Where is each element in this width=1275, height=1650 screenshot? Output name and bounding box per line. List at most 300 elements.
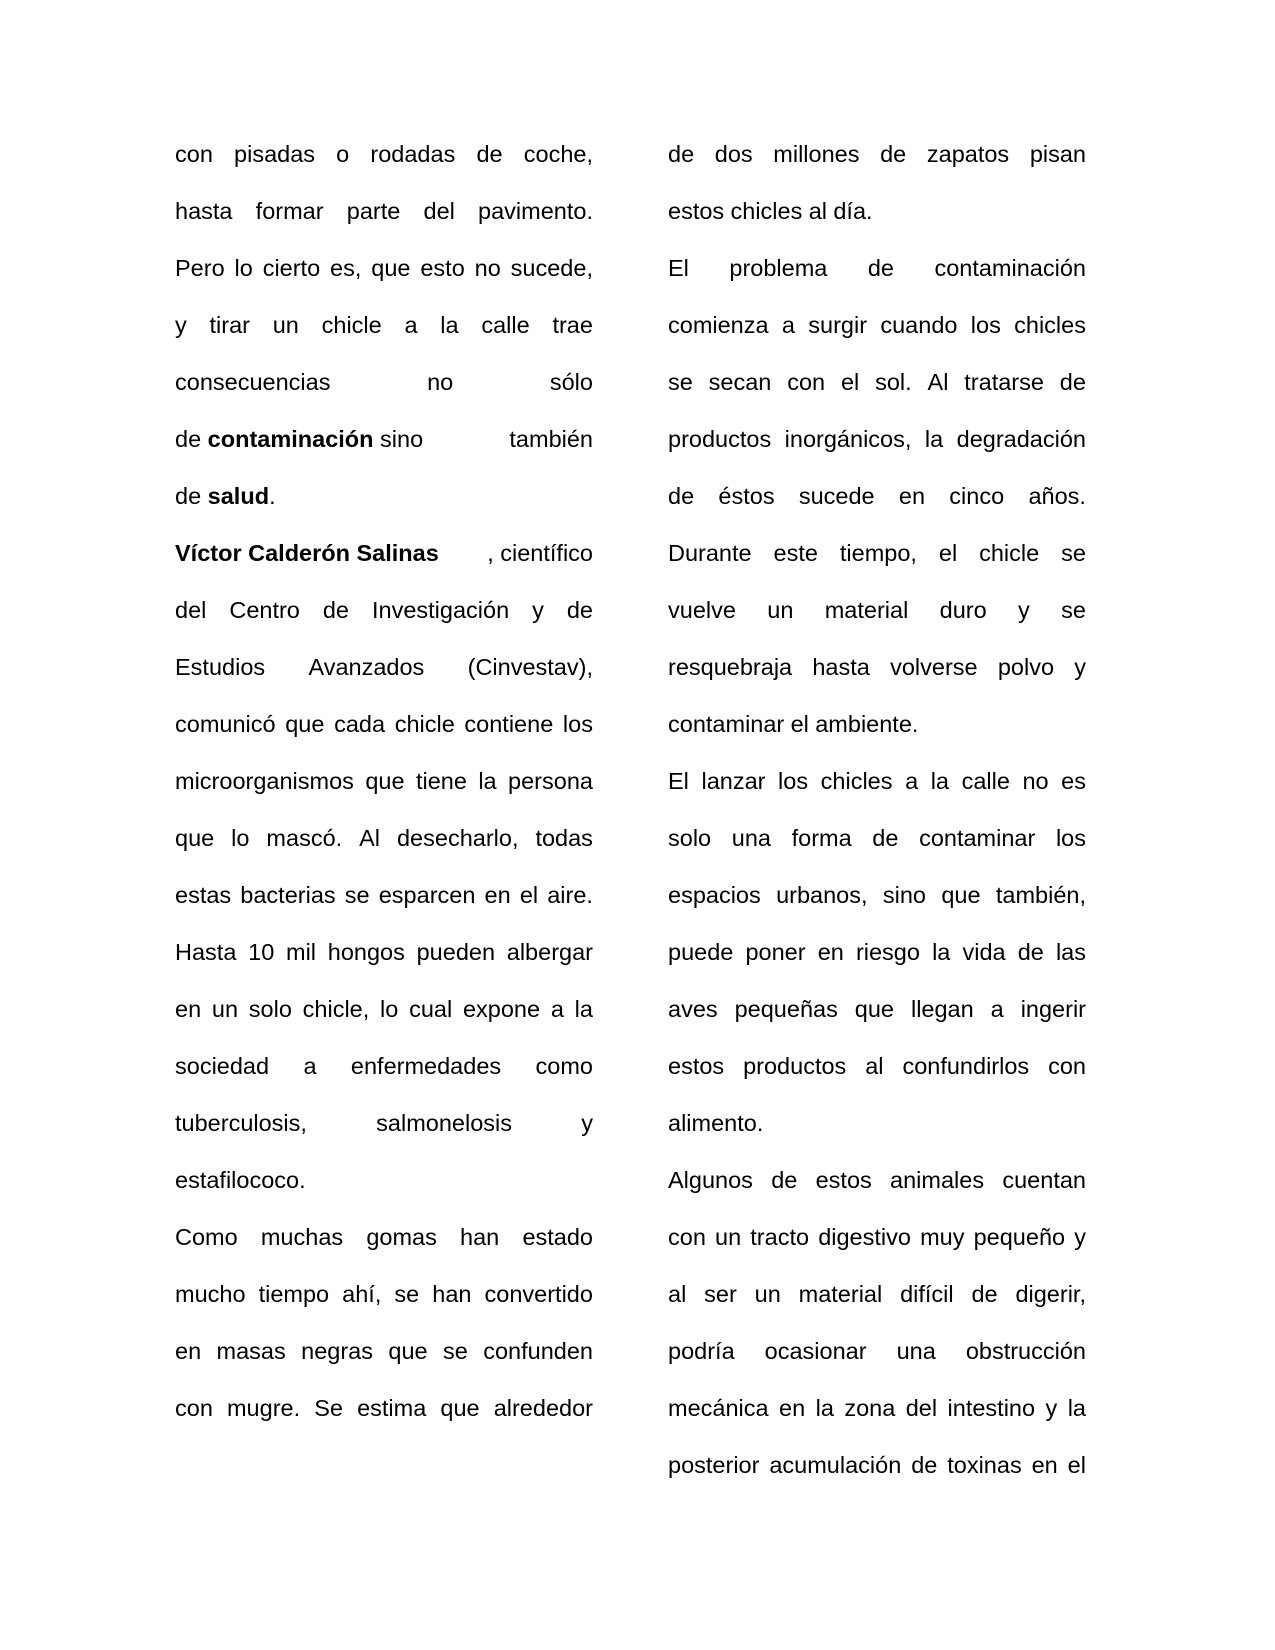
word: de [911, 1452, 938, 1478]
word: de [867, 255, 894, 281]
word: que [365, 768, 405, 794]
word: confunden [483, 1338, 593, 1364]
word: a [303, 1053, 317, 1079]
text-line [668, 1046, 1086, 1103]
word: salmonelosis [376, 1110, 513, 1136]
bold-term: salud [207, 483, 270, 509]
text-line [668, 362, 1086, 419]
text-line [175, 1331, 593, 1388]
word: (Cinvestav), [467, 654, 593, 680]
text-line [668, 476, 1086, 533]
word: cierto [262, 255, 321, 281]
word: de [668, 141, 695, 167]
word: pisan [1029, 141, 1086, 167]
word: cinco [949, 483, 1005, 509]
text-line [668, 533, 1086, 590]
word: sucede, [510, 255, 593, 281]
word: y [1018, 597, 1030, 623]
word: con [175, 141, 213, 167]
word: que [388, 1338, 428, 1364]
line-suffix: sino [373, 426, 424, 452]
word: tiene [415, 768, 467, 794]
word: surgir [808, 312, 868, 338]
word: microorganismos [175, 768, 354, 794]
text-line [175, 1274, 593, 1331]
word: volverse [890, 654, 978, 680]
word: ingerir [1020, 996, 1086, 1022]
word: también, [995, 882, 1086, 908]
word: solo [668, 825, 712, 851]
word: esparcen [378, 882, 476, 908]
word: o [336, 141, 350, 167]
word: Pero [175, 255, 225, 281]
word: vida [962, 939, 1006, 965]
text-line [668, 1331, 1086, 1388]
text-line [175, 476, 593, 533]
word: riesgo [855, 939, 920, 965]
word: se [1061, 540, 1086, 566]
word: este [773, 540, 818, 566]
text-line [668, 989, 1086, 1046]
word: como [535, 1053, 593, 1079]
word: no [474, 255, 501, 281]
word: calle [481, 312, 530, 338]
word: cuentan [1002, 1167, 1086, 1193]
word: que [285, 711, 325, 737]
text-line [668, 1388, 1086, 1445]
word: del [423, 198, 455, 224]
word: rodadas [370, 141, 456, 167]
word: no [427, 369, 454, 395]
text-line [668, 1103, 1086, 1160]
word: podría [668, 1338, 735, 1364]
word: gomas [366, 1224, 437, 1250]
word: la [478, 768, 497, 794]
word: un [754, 1281, 781, 1307]
word: de [1017, 939, 1044, 965]
word: masas [216, 1338, 286, 1364]
word: que [854, 996, 895, 1022]
word: chicles [1014, 312, 1086, 338]
text-line [175, 1388, 593, 1445]
word: estafilococo. [175, 1167, 306, 1193]
word: se [1061, 597, 1086, 623]
word: zapatos [926, 141, 1010, 167]
text-line [175, 533, 593, 590]
word: contiene [464, 711, 554, 737]
text-line [668, 1160, 1086, 1217]
word: ahí, [342, 1281, 382, 1307]
text-line [175, 1217, 593, 1274]
word: un [272, 312, 299, 338]
left-text-column [175, 134, 593, 1445]
word: llegan [910, 996, 974, 1022]
word: digestivo [818, 1224, 911, 1250]
word: a [550, 996, 564, 1022]
word: Hasta [175, 939, 237, 965]
word: el [840, 369, 860, 395]
word: zona [844, 1395, 896, 1421]
word: los [1055, 825, 1086, 851]
word: sino [882, 882, 926, 908]
word: Algunos [668, 1167, 753, 1193]
word: enfermedades [350, 1053, 502, 1079]
word: el [1067, 1452, 1086, 1478]
text-line [668, 248, 1086, 305]
word: en [817, 939, 844, 965]
word: hasta [175, 198, 233, 224]
word: sólo [549, 369, 593, 395]
text-line [668, 305, 1086, 362]
word: esto [420, 255, 465, 281]
line-end-word: también [509, 426, 593, 452]
word: tirar [209, 312, 250, 338]
text-line [175, 932, 593, 989]
word: y [1045, 1395, 1058, 1421]
word: tracto [750, 1224, 810, 1250]
word: se [394, 1281, 420, 1307]
word: resquebraja [668, 654, 793, 680]
text-line [668, 134, 1086, 191]
word: que [440, 1395, 480, 1421]
bold-term: contaminación [207, 426, 374, 452]
text-line [175, 818, 593, 875]
word: millones [773, 141, 860, 167]
text-line [668, 647, 1086, 704]
word: cuando [880, 312, 958, 338]
word: y [581, 1110, 593, 1136]
word: todas [535, 825, 593, 851]
word: de [872, 825, 899, 851]
word: pavimento. [478, 198, 593, 224]
word: los [778, 768, 809, 794]
word: problema [729, 255, 828, 281]
word: material [824, 597, 909, 623]
word: es, [330, 255, 362, 281]
text-line [175, 590, 593, 647]
word: a [990, 996, 1004, 1022]
word: pueden [416, 939, 496, 965]
word: tuberculosis, [175, 1110, 307, 1136]
word: es [1061, 768, 1086, 794]
word: se [443, 1338, 468, 1364]
word: con [175, 1395, 213, 1421]
word: formar [255, 198, 324, 224]
word: albergar [506, 939, 593, 965]
word: pequeño [973, 1224, 1066, 1250]
text-line [175, 248, 593, 305]
word: del [905, 1395, 938, 1421]
word: calle [961, 768, 1010, 794]
word: coche, [523, 141, 593, 167]
word: día. [833, 198, 873, 224]
word: confundirlos [902, 1053, 1030, 1079]
word: tiempo, [839, 540, 917, 566]
line-lead [175, 476, 593, 533]
word: material [798, 1281, 883, 1307]
word: y [1074, 654, 1086, 680]
word: cada [334, 711, 386, 737]
word: una [731, 825, 771, 851]
word: Al [359, 825, 381, 851]
word: la [440, 312, 459, 338]
word: Durante [668, 540, 752, 566]
word: persona [508, 768, 593, 794]
word: negras [301, 1338, 373, 1364]
word: intestino [947, 1395, 1036, 1421]
line-lead [175, 533, 439, 590]
word: obstrucción [965, 1338, 1086, 1364]
word: de [1059, 369, 1086, 395]
word: y [175, 312, 187, 338]
word: aves [668, 996, 718, 1022]
text-line [668, 590, 1086, 647]
word: al [808, 198, 827, 224]
word: digerir, [1015, 1281, 1086, 1307]
text-line [175, 761, 593, 818]
word: El [668, 255, 689, 281]
word: con [1048, 1053, 1086, 1079]
text-line [668, 1274, 1086, 1331]
word: convertido [484, 1281, 593, 1307]
text-line [668, 191, 1086, 248]
word: estima [357, 1395, 427, 1421]
word: Investigación [371, 597, 510, 623]
word: Avanzados [308, 654, 425, 680]
word: difícil [900, 1281, 954, 1307]
word: posterior [668, 1452, 760, 1478]
text-line [668, 875, 1086, 932]
word: estos [815, 1167, 872, 1193]
word: en [898, 483, 926, 509]
word: Al [927, 369, 949, 395]
word: aire. [547, 882, 593, 908]
text-line [175, 362, 593, 419]
word: puede [668, 939, 734, 965]
word: la [815, 1395, 834, 1421]
text-line [175, 419, 593, 476]
right-text-column [668, 134, 1086, 1502]
word: forma [791, 825, 852, 851]
word: secan [708, 369, 772, 395]
word: un [715, 1224, 742, 1250]
word: han [432, 1281, 472, 1307]
word: contaminar [668, 711, 785, 737]
text-line [175, 1046, 593, 1103]
text-line [175, 647, 593, 704]
word: a [404, 312, 418, 338]
word: la [932, 939, 951, 965]
word: tiempo [258, 1281, 330, 1307]
word: mil [286, 939, 317, 965]
word: El [668, 768, 689, 794]
word: parte [346, 198, 401, 224]
word: hasta [812, 654, 870, 680]
word: Como [175, 1224, 238, 1250]
word: al [668, 1281, 687, 1307]
text-line [668, 818, 1086, 875]
text-line [175, 134, 593, 191]
word: toxinas [947, 1452, 1022, 1478]
word: del [175, 597, 207, 623]
word: acumulación [769, 1452, 902, 1478]
word: a [781, 312, 795, 338]
word: bacterias [240, 882, 336, 908]
word: éstos [718, 483, 775, 509]
word: de [476, 141, 503, 167]
word: el [790, 711, 809, 737]
word: chicle, [302, 996, 370, 1022]
word: sociedad [175, 1053, 270, 1079]
word: alimento. [668, 1110, 764, 1136]
word: mecánica [668, 1395, 769, 1421]
word: un [211, 996, 239, 1022]
text-line [175, 191, 593, 248]
word: dos [714, 141, 753, 167]
word: estos [668, 1053, 725, 1079]
word: lo [234, 255, 253, 281]
word: inorgánicos, [784, 426, 912, 452]
word: en [175, 1338, 202, 1364]
word: en [175, 996, 202, 1022]
word: Se [314, 1395, 343, 1421]
word: que [371, 255, 411, 281]
word: alrededor [493, 1395, 593, 1421]
word: urbanos, [776, 882, 868, 908]
line-prefix: de [175, 426, 208, 452]
bold-name: Víctor Calderón Salinas [175, 540, 439, 566]
word: desecharlo, [396, 825, 519, 851]
word: en [484, 882, 511, 908]
word: el [519, 882, 539, 908]
word: expone [462, 996, 541, 1022]
word: cual [409, 996, 453, 1022]
text-line [668, 419, 1086, 476]
word: al [865, 1053, 884, 1079]
text-line [175, 989, 593, 1046]
word: la [924, 426, 944, 452]
word: lanzar [701, 768, 766, 794]
word: que [175, 825, 215, 851]
text-line [668, 761, 1086, 818]
word: han [460, 1224, 500, 1250]
word: comunicó [175, 711, 276, 737]
word: vuelve [668, 597, 736, 623]
word: una [896, 1338, 936, 1364]
word: pequeñas [734, 996, 838, 1022]
word: que [941, 882, 981, 908]
word: pisadas [234, 141, 316, 167]
word: ser [704, 1281, 737, 1307]
line-suffix: . [269, 483, 276, 509]
word: de [566, 597, 593, 623]
word: los [970, 312, 1001, 338]
word: solo [248, 996, 292, 1022]
word: y [1074, 1224, 1086, 1250]
word: chicle [321, 312, 382, 338]
word: hongos [327, 939, 405, 965]
word: tratarse [964, 369, 1044, 395]
word: años. [1028, 483, 1086, 509]
word: mugre. [226, 1395, 301, 1421]
word: en [779, 1395, 806, 1421]
text-line [668, 704, 1086, 761]
word: polvo [997, 654, 1055, 680]
word: la [574, 996, 593, 1022]
word: Centro [229, 597, 300, 623]
word: se [668, 369, 693, 395]
word: no [1022, 768, 1049, 794]
text-line [668, 1445, 1086, 1502]
word: ambiente. [815, 711, 919, 737]
word: comienza [668, 312, 769, 338]
word: trae [552, 312, 593, 338]
word: de [668, 483, 695, 509]
word: productos [743, 1053, 847, 1079]
text-line [175, 875, 593, 932]
line-lead [175, 419, 509, 476]
word: las [1055, 939, 1086, 965]
word: con [668, 1224, 706, 1250]
word: poner [745, 939, 806, 965]
word: el [938, 540, 958, 566]
word: contaminar [919, 825, 1036, 851]
text-line [175, 704, 593, 761]
word: la [930, 768, 949, 794]
word: un [767, 597, 794, 623]
word: se [344, 882, 370, 908]
word: mascó. [266, 825, 343, 851]
word: chicle [394, 711, 455, 737]
word: a [905, 768, 919, 794]
word: Estudios [175, 654, 266, 680]
word: contaminación [934, 255, 1086, 281]
word: lo [380, 996, 399, 1022]
text-line [668, 932, 1086, 989]
word: sucede [798, 483, 875, 509]
word: duro [939, 597, 987, 623]
word: muy [920, 1224, 965, 1250]
word: ocasionar [764, 1338, 867, 1364]
word: degradación [956, 426, 1086, 452]
word: en [1031, 1452, 1058, 1478]
word: muchas [260, 1224, 344, 1250]
word: los [562, 711, 593, 737]
text-line [668, 1217, 1086, 1274]
line-suffix: , científico [487, 540, 593, 566]
word: chicles [730, 198, 803, 224]
word: chicles [820, 768, 893, 794]
word: y [532, 597, 544, 623]
word: de [880, 141, 907, 167]
word: animales [890, 1167, 985, 1193]
word: sol. [875, 369, 912, 395]
word: productos [668, 426, 772, 452]
word: lo [231, 825, 250, 851]
line-prefix: de [175, 483, 208, 509]
word: de [971, 1281, 998, 1307]
text-line [175, 1160, 593, 1217]
word: espacios [668, 882, 761, 908]
word: 10 [248, 939, 275, 965]
text-line [175, 1103, 593, 1160]
word: consecuencias [175, 369, 331, 395]
word: con [787, 369, 826, 395]
word: estos [668, 198, 725, 224]
word: mucho [175, 1281, 246, 1307]
word: de [322, 597, 349, 623]
word: de [771, 1167, 798, 1193]
